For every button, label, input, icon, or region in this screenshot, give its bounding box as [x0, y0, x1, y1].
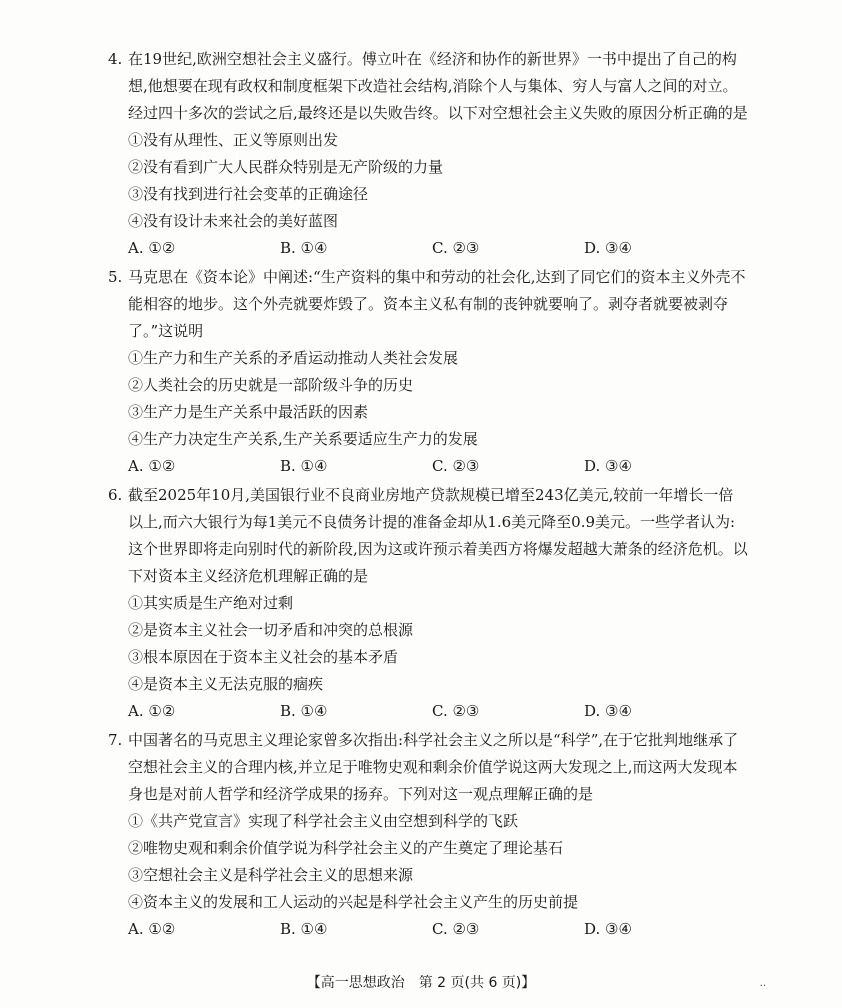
- statement-option: ③生产力是生产关系中最活跃的因素: [128, 403, 369, 421]
- question-number: 5.: [108, 268, 123, 286]
- choice-b: B. ①④: [280, 920, 328, 938]
- question-text: 中国著名的马克思主义理论家曾多次指出:科学社会主义之所以是“科学”,在于它批判地继承了空想社会主义的合理内核,并立足于唯物史观和剩余价值学说这两大发现之上,而这两大发现本身也是对前人哲学和经济学成果的扬弃。下列对这一观点理解正确的是: [128, 731, 739, 803]
- question-stem: [108, 46, 748, 127]
- question-number: 4.: [108, 50, 123, 68]
- footer-text: 【高一思想政治 第 2 页(共 6 页)】: [306, 975, 536, 991]
- statement-option: ③没有找到进行社会变革的正确途径: [128, 185, 369, 203]
- choice-b: B. ①④: [280, 702, 328, 720]
- choice-d: D. ③④: [584, 239, 632, 257]
- choice-d: D. ③④: [584, 702, 632, 720]
- choice-a: A. ①②: [128, 702, 176, 720]
- answer-choices: [108, 916, 748, 943]
- statement-option: ④生产力决定生产关系,生产关系要适应生产力的发展: [128, 430, 478, 448]
- choice-c: C. ②③: [432, 457, 480, 475]
- choice-c: C. ②③: [432, 702, 480, 720]
- choice-a: A. ①②: [128, 457, 176, 475]
- choice-c: C. ②③: [432, 920, 480, 938]
- statement-option: ③空想社会主义是科学社会主义的思想来源: [128, 866, 414, 884]
- question-stem: [108, 482, 748, 590]
- corner-mark: ..: [759, 978, 766, 989]
- statement-option: ①《共产党宣言》实现了科学社会主义由空想到科学的飞跃: [128, 812, 519, 830]
- statement-option: ②是资本主义社会一切矛盾和冲突的总根源: [128, 621, 414, 639]
- choice-d: D. ③④: [584, 920, 632, 938]
- question-stem: [108, 727, 748, 808]
- answer-choices: [108, 235, 748, 262]
- choice-c: C. ②③: [432, 239, 480, 257]
- choice-d: D. ③④: [584, 457, 632, 475]
- question-text: 马克思在《资本论》中阐述:“生产资料的集中和劳动的社会化,达到了同它们的资本主义外壳不能相容的地步。这个外壳就要炸毁了。资本主义私有制的丧钟就要响了。剥夺者就要被剥夺了。”这说明: [128, 268, 746, 340]
- question-6: [108, 482, 748, 725]
- choice-a: A. ①②: [128, 920, 176, 938]
- answer-choices: [108, 698, 748, 725]
- question-text: 在19世纪,欧洲空想社会主义盛行。傅立叶在《经济和协作的新世界》一书中提出了自己的构想,他想要在现有政权和制度框架下改造社会结构,消除个人与集体、穷人与富人之间的对立。经过四十多次的尝试之后,最终还是以失败告终。以下对空想社会主义失败的原因分析正确的是: [128, 50, 748, 122]
- question-5: [108, 264, 748, 480]
- page-footer: [0, 972, 842, 992]
- question-text: 截至2025年10月,美国银行业不良商业房地产贷款规模已增至243亿美元,较前一年增长一倍以上,而六大银行为每1美元不良债务计提的准备金却从1.6美元降至0.9美元。一些学者认为:这个世界即将走向别时代的新阶段,因为这或许预示着美西方将爆发超越大萧条的经济危机。以下对资本主义经济危机理解正确的是: [128, 486, 748, 585]
- choice-a: A. ①②: [128, 239, 176, 257]
- statement-option: ①没有从理性、正义等原则出发: [128, 131, 339, 149]
- choice-b: B. ①④: [280, 457, 328, 475]
- statement-option: ②没有看到广大人民群众特别是无产阶级的力量: [128, 158, 444, 176]
- statement-option: ④资本主义的发展和工人运动的兴起是科学社会主义产生的历史前提: [128, 893, 579, 911]
- questions-container: [108, 46, 748, 945]
- question-number: 6.: [108, 486, 123, 504]
- answer-choices: [108, 453, 748, 480]
- question-number: 7.: [108, 731, 123, 749]
- question-4: [108, 46, 748, 262]
- statement-option: ①生产力和生产关系的矛盾运动推动人类社会发展: [128, 349, 459, 367]
- statement-option: ①其实质是生产绝对过剩: [128, 594, 294, 612]
- statement-option: ②人类社会的历史就是一部阶级斗争的历史: [128, 376, 414, 394]
- choice-b: B. ①④: [280, 239, 328, 257]
- statement-option: ②唯物史观和剩余价值学说为科学社会主义的产生奠定了理论基石: [128, 839, 564, 857]
- question-7: [108, 727, 748, 943]
- statement-option: ④是资本主义无法克服的痼疾: [128, 675, 324, 693]
- statement-option: ④没有设计未来社会的美好蓝图: [128, 212, 339, 230]
- question-stem: [108, 264, 748, 345]
- statement-option: ③根本原因在于资本主义社会的基本矛盾: [128, 648, 399, 666]
